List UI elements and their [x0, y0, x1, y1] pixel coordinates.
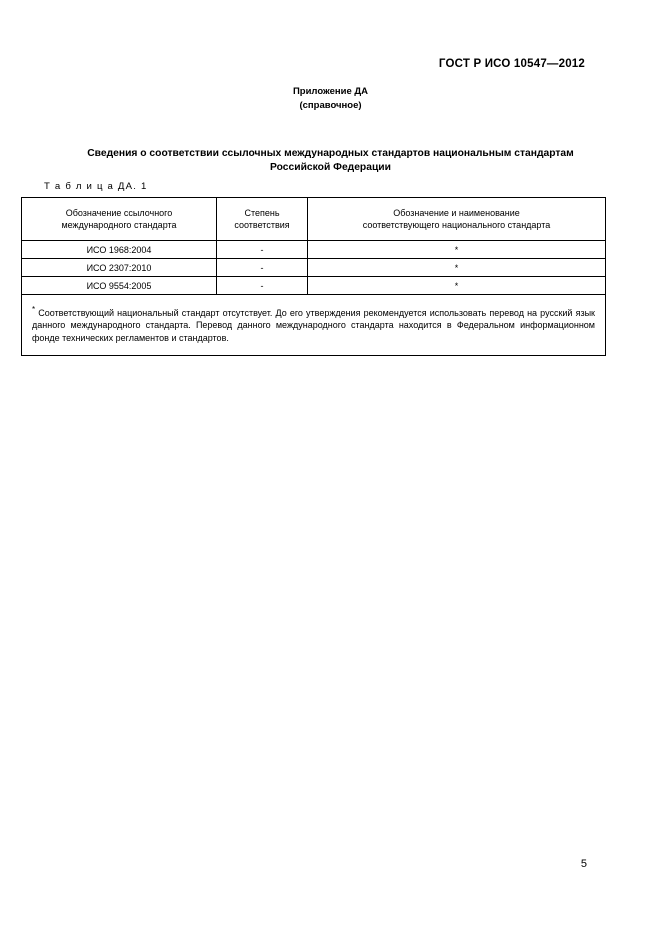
header-standard-line-1: Обозначение ссылочного: [65, 208, 173, 218]
note-text: Соответствующий национальный стандарт отсутствует. До его утверждения рекомендуется использовать перевод на русский язык данного международного стандарта. Перевод данного международного стандарта находится в Федеральном информационном фонде технических регламентов и стандартов.: [32, 307, 595, 343]
annex-subtitle: (справочное): [299, 100, 362, 111]
table-row: [22, 241, 606, 259]
cell-national: *: [308, 277, 606, 295]
table-header-cell-degree: [217, 198, 308, 241]
table-caption: Т а б л и ц а ДА. 1: [44, 181, 148, 192]
cell-degree: -: [217, 241, 308, 259]
cell-national: *: [308, 241, 606, 259]
section-title-line-2: Российской Федерации: [270, 162, 391, 173]
section-title-line-1: Сведения о соответствии ссылочных международных стандартов национальным стандартам: [87, 148, 574, 159]
cell-degree: -: [217, 277, 308, 295]
cell-standard: ИСО 9554:2005: [22, 277, 217, 295]
header-degree-line-1: Степень: [244, 208, 280, 218]
table-row: [22, 277, 606, 295]
cell-standard: ИСО 1968:2004: [22, 241, 217, 259]
table-header-cell-standard: [22, 198, 217, 241]
table-note-row: [22, 295, 606, 356]
cell-national: *: [308, 259, 606, 277]
header-national-line-2: соответствующего национального стандарта: [362, 220, 551, 230]
section-title: [46, 147, 615, 175]
cell-standard: ИСО 2307:2010: [22, 259, 217, 277]
document-header: ГОСТ Р ИСО 10547—2012: [438, 58, 585, 70]
header-degree-line-2: соответствия: [234, 220, 290, 230]
table-note: [22, 295, 606, 356]
table-row: [22, 259, 606, 277]
table-header-cell-national: [308, 198, 606, 241]
header-national-line-1: Обозначение и наименование: [393, 208, 520, 218]
table-header-row: [22, 198, 606, 241]
note-star: *: [32, 304, 36, 314]
annex-title: Приложение ДА: [292, 86, 369, 97]
cell-degree: -: [217, 259, 308, 277]
correspondence-table: [21, 197, 606, 356]
page-number: 5: [580, 858, 587, 870]
header-standard-line-2: международного стандарта: [61, 220, 177, 230]
